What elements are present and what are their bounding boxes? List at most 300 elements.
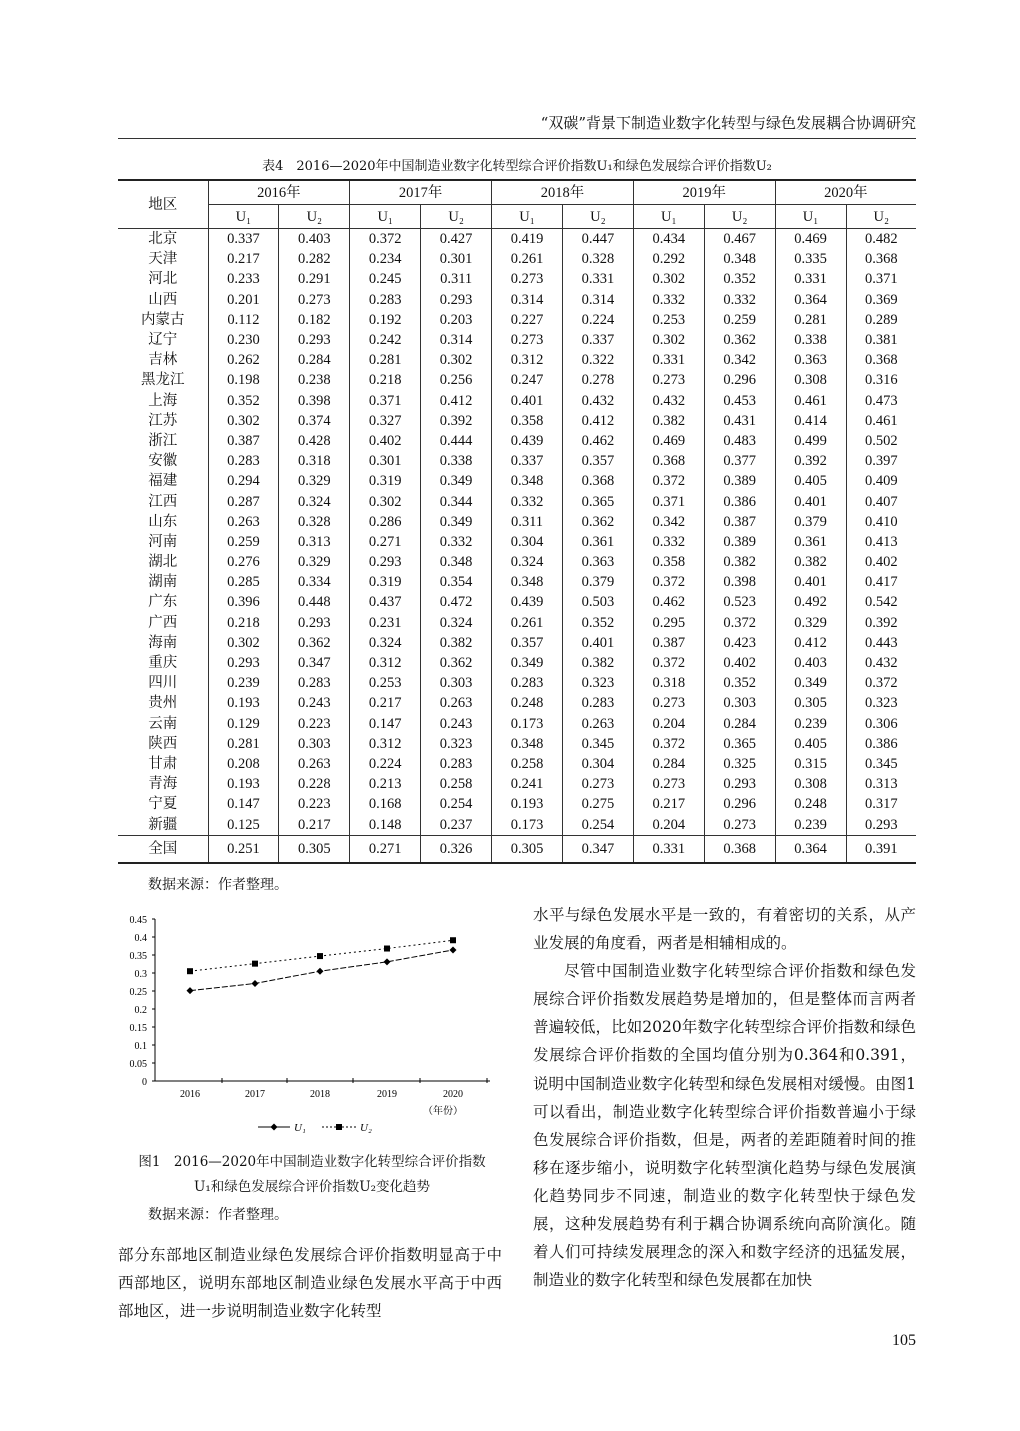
series-1-point <box>317 968 324 975</box>
table-cell: 0.317 <box>846 794 916 814</box>
table-cell: 0.371 <box>633 491 704 511</box>
y-tick-label: 0.25 <box>129 987 147 998</box>
table-cell: 0.462 <box>633 592 704 612</box>
table-cell: 0.296 <box>704 370 775 390</box>
table-cell: 0.293 <box>279 613 350 633</box>
x-tick-label: 2020 <box>443 1089 463 1100</box>
table-cell: 0.324 <box>421 613 492 633</box>
table-cell: 0.193 <box>208 774 279 794</box>
table-cell: 0.461 <box>775 391 846 411</box>
table-cell: 0.372 <box>633 471 704 491</box>
region-name: 青海 <box>148 776 178 793</box>
table-cell: 0.382 <box>775 552 846 572</box>
legend-marker-1 <box>271 1124 278 1131</box>
total-cell: 0.326 <box>421 835 492 863</box>
table-cell: 0.337 <box>562 330 633 350</box>
table-cell: 0.312 <box>350 653 421 673</box>
table-row-total <box>118 835 916 863</box>
table-cell: 0.371 <box>350 391 421 411</box>
region-name: 北京 <box>148 231 178 248</box>
table-cell: 0.382 <box>421 633 492 653</box>
table-cell: 0.259 <box>208 532 279 552</box>
table-cell: 0.308 <box>775 370 846 390</box>
table-cell: 0.398 <box>279 391 350 411</box>
table-cell: 0.407 <box>846 491 916 511</box>
u1-header: U₁ <box>633 205 704 229</box>
table-cell: 0.492 <box>775 592 846 612</box>
table-cell: 0.193 <box>492 794 563 814</box>
table-cell: 0.432 <box>562 391 633 411</box>
header-rule <box>118 138 916 139</box>
table-cell: 0.258 <box>492 754 563 774</box>
year-header: 2017年 <box>350 180 492 205</box>
table-cell: 0.283 <box>350 290 421 310</box>
table-cell: 0.273 <box>492 269 563 289</box>
table-cell: 0.281 <box>350 350 421 370</box>
table-row <box>118 310 916 330</box>
y-tick-label: 0.4 <box>134 933 147 944</box>
u2-header: U₂ <box>704 205 775 229</box>
table-cell: 0.332 <box>704 290 775 310</box>
table-cell: 0.201 <box>208 290 279 310</box>
y-tick-label: 0.3 <box>134 969 147 980</box>
table-cell: 0.377 <box>704 451 775 471</box>
table-row <box>118 431 916 451</box>
table-cell: 0.259 <box>704 310 775 330</box>
table-cell: 0.245 <box>350 269 421 289</box>
x-tick-label: 2016 <box>180 1089 200 1100</box>
region-name: 四川 <box>148 675 178 692</box>
right-column <box>533 901 916 1294</box>
table-cell: 0.362 <box>704 330 775 350</box>
table-cell: 0.419 <box>492 229 563 250</box>
table-cell: 0.218 <box>350 370 421 390</box>
table-cell: 0.306 <box>846 714 916 734</box>
table-cell: 0.348 <box>704 249 775 269</box>
table-cell: 0.303 <box>704 693 775 713</box>
legend-label-1: U₁ <box>294 1122 306 1134</box>
table-cell: 0.362 <box>421 653 492 673</box>
table-row <box>118 249 916 269</box>
table-cell: 0.423 <box>704 633 775 653</box>
year-header: 2018年 <box>492 180 634 205</box>
table-cell: 0.397 <box>846 451 916 471</box>
u1-header: U₁ <box>492 205 563 229</box>
table-cell: 0.372 <box>846 673 916 693</box>
table-cell: 0.434 <box>633 229 704 250</box>
table-cell: 0.331 <box>775 269 846 289</box>
table-cell: 0.281 <box>775 310 846 330</box>
region-name: 贵州 <box>148 695 178 712</box>
legend-label-2: U₂ <box>360 1122 372 1134</box>
table-cell: 0.369 <box>846 290 916 310</box>
table-cell: 0.332 <box>633 290 704 310</box>
table-cell: 0.293 <box>208 653 279 673</box>
table-cell: 0.469 <box>633 431 704 451</box>
table-row <box>118 673 916 693</box>
table-cell: 0.352 <box>704 269 775 289</box>
table-cell: 0.472 <box>421 592 492 612</box>
table-cell: 0.295 <box>633 613 704 633</box>
table-cell: 0.301 <box>350 451 421 471</box>
table-cell: 0.271 <box>350 532 421 552</box>
figure-caption-line2: U₁和绿色发展综合评价指数U₂变化趋势 <box>193 1179 431 1195</box>
table-cell: 0.302 <box>633 330 704 350</box>
table-cell: 0.331 <box>633 350 704 370</box>
table-cell: 0.502 <box>846 431 916 451</box>
table-cell: 0.332 <box>633 532 704 552</box>
table-cell: 0.304 <box>562 754 633 774</box>
table-cell: 0.372 <box>704 613 775 633</box>
table-cell: 0.503 <box>562 592 633 612</box>
table-row <box>118 350 916 370</box>
table-cell: 0.352 <box>562 613 633 633</box>
table-cell: 0.319 <box>350 471 421 491</box>
u2-header: U₂ <box>562 205 633 229</box>
table-cell: 0.402 <box>350 431 421 451</box>
table-cell: 0.412 <box>421 391 492 411</box>
table-cell: 0.273 <box>562 774 633 794</box>
table-cell: 0.253 <box>633 310 704 330</box>
table-source: 数据来源：作者整理。 <box>148 877 288 893</box>
table-cell: 0.462 <box>562 431 633 451</box>
running-header: “双碳”背景下制造业数字化转型与绿色发展耦合协调研究 <box>540 114 916 132</box>
table-cell: 0.338 <box>775 330 846 350</box>
region-name: 上海 <box>148 392 178 409</box>
region-name: 陕西 <box>148 735 178 752</box>
table-cell: 0.382 <box>562 653 633 673</box>
year-header: 2020年 <box>775 180 916 205</box>
region-name: 河南 <box>148 533 178 550</box>
table-cell: 0.147 <box>350 714 421 734</box>
table-cell: 0.328 <box>562 249 633 269</box>
table-cell: 0.387 <box>208 431 279 451</box>
table-cell: 0.282 <box>279 249 350 269</box>
table-cell: 0.227 <box>492 310 563 330</box>
table-cell: 0.311 <box>492 512 563 532</box>
table-cell: 0.439 <box>492 431 563 451</box>
table-cell: 0.213 <box>350 774 421 794</box>
table-cell: 0.349 <box>421 471 492 491</box>
table-cell: 0.412 <box>775 633 846 653</box>
table-cell: 0.253 <box>350 673 421 693</box>
table-cell: 0.348 <box>421 552 492 572</box>
table-cell: 0.362 <box>279 633 350 653</box>
year-header: 2016年 <box>208 180 350 205</box>
table-cell: 0.323 <box>846 693 916 713</box>
y-tick-label: 0.05 <box>129 1059 147 1070</box>
table-cell: 0.224 <box>562 310 633 330</box>
table-row <box>118 714 916 734</box>
table-cell: 0.348 <box>492 734 563 754</box>
table-cell: 0.328 <box>279 512 350 532</box>
series-1-point <box>450 946 457 953</box>
table-cell: 0.284 <box>633 754 704 774</box>
table-cell: 0.303 <box>279 734 350 754</box>
legend-marker-2 <box>336 1124 342 1130</box>
year-header: 2019年 <box>633 180 775 205</box>
table-cell: 0.523 <box>704 592 775 612</box>
table-row <box>118 471 916 491</box>
table-cell: 0.263 <box>421 693 492 713</box>
table-cell: 0.112 <box>208 310 279 330</box>
table-cell: 0.413 <box>846 532 916 552</box>
region-name: 云南 <box>148 715 178 732</box>
table-cell: 0.403 <box>279 229 350 250</box>
total-cell: 0.305 <box>279 835 350 863</box>
region-name: 内蒙古 <box>141 311 185 328</box>
table-cell: 0.315 <box>775 754 846 774</box>
table-cell: 0.329 <box>775 613 846 633</box>
table-cell: 0.314 <box>421 330 492 350</box>
region-name: 江西 <box>148 493 178 510</box>
table-cell: 0.401 <box>775 491 846 511</box>
table-cell: 0.283 <box>208 451 279 471</box>
series-1-point <box>187 987 194 994</box>
total-cell: 0.305 <box>492 835 563 863</box>
table-cell: 0.223 <box>279 714 350 734</box>
figure-caption <box>122 1150 502 1200</box>
table-cell: 0.361 <box>775 532 846 552</box>
table-cell: 0.349 <box>421 512 492 532</box>
right-paragraph-1: 水平与绿色发展水平是一致的，有着密切的关系，从产业发展的角度看，两者是相辅相成的。 <box>533 906 916 953</box>
table-cell: 0.256 <box>421 370 492 390</box>
table-cell: 0.372 <box>633 572 704 592</box>
table-cell: 0.337 <box>492 451 563 471</box>
table-cell: 0.469 <box>775 229 846 250</box>
table-cell: 0.286 <box>350 512 421 532</box>
table-cell: 0.402 <box>704 653 775 673</box>
table-cell: 0.329 <box>279 471 350 491</box>
table-cell: 0.303 <box>421 673 492 693</box>
table-cell: 0.293 <box>704 774 775 794</box>
table-row <box>118 532 916 552</box>
table-cell: 0.389 <box>704 532 775 552</box>
table-cell: 0.499 <box>775 431 846 451</box>
left-paragraph: 部分东部地区制造业绿色发展综合评价指数明显高于中西部地区，说明东部地区制造业绿色发展水平高于中西部地区，进一步说明制造业数字化转型 <box>118 1246 502 1321</box>
table-cell: 0.365 <box>704 734 775 754</box>
table-cell: 0.379 <box>775 512 846 532</box>
table-cell: 0.402 <box>846 552 916 572</box>
table-cell: 0.262 <box>208 350 279 370</box>
table-cell: 0.302 <box>208 633 279 653</box>
region-name: 河北 <box>148 271 178 288</box>
table-cell: 0.337 <box>208 229 279 250</box>
total-cell: 0.391 <box>846 835 916 863</box>
table-cell: 0.296 <box>704 794 775 814</box>
table-cell: 0.231 <box>350 613 421 633</box>
table-cell: 0.382 <box>704 552 775 572</box>
table-cell: 0.409 <box>846 471 916 491</box>
table-row <box>118 633 916 653</box>
table-cell: 0.311 <box>421 269 492 289</box>
table-cell: 0.358 <box>633 552 704 572</box>
region-name: 福建 <box>148 473 178 490</box>
y-tick-label: 0.45 <box>129 915 147 926</box>
table-cell: 0.182 <box>279 310 350 330</box>
table-cell: 0.453 <box>704 391 775 411</box>
table-cell: 0.254 <box>421 794 492 814</box>
table-cell: 0.352 <box>208 391 279 411</box>
table-cell: 0.283 <box>279 673 350 693</box>
table-cell: 0.313 <box>846 774 916 794</box>
y-tick-label: 0.35 <box>129 951 147 962</box>
table-cell: 0.239 <box>208 673 279 693</box>
table-cell: 0.283 <box>562 693 633 713</box>
series-2-point <box>450 937 456 943</box>
table-cell: 0.278 <box>562 370 633 390</box>
table-row <box>118 229 916 250</box>
table-cell: 0.301 <box>421 249 492 269</box>
table-cell: 0.403 <box>775 653 846 673</box>
table-row <box>118 391 916 411</box>
total-cell: 0.368 <box>704 835 775 863</box>
table-cell: 0.308 <box>775 774 846 794</box>
table-cell: 0.334 <box>279 572 350 592</box>
table-cell: 0.238 <box>279 370 350 390</box>
table-cell: 0.427 <box>421 229 492 250</box>
table-cell: 0.237 <box>421 814 492 835</box>
table-cell: 0.273 <box>279 290 350 310</box>
table-cell: 0.332 <box>421 532 492 552</box>
table-row <box>118 653 916 673</box>
table-cell: 0.147 <box>208 794 279 814</box>
table-cell: 0.223 <box>279 794 350 814</box>
table-cell: 0.372 <box>633 653 704 673</box>
table-cell: 0.349 <box>492 653 563 673</box>
table-cell: 0.379 <box>562 572 633 592</box>
table-cell: 0.368 <box>562 471 633 491</box>
region-name: 吉林 <box>148 352 178 369</box>
table-cell: 0.125 <box>208 814 279 835</box>
table-cell: 0.371 <box>846 269 916 289</box>
table-cell: 0.273 <box>704 814 775 835</box>
table-cell: 0.248 <box>775 794 846 814</box>
table-cell: 0.324 <box>492 552 563 572</box>
table-cell: 0.368 <box>633 451 704 471</box>
table-cell: 0.368 <box>846 350 916 370</box>
table-cell: 0.401 <box>562 633 633 653</box>
u1-header: U₁ <box>775 205 846 229</box>
x-tick-label: 2019 <box>377 1089 397 1100</box>
region-name: 重庆 <box>148 655 178 672</box>
table-cell: 0.338 <box>421 451 492 471</box>
table-cell: 0.283 <box>492 673 563 693</box>
table-cell: 0.312 <box>492 350 563 370</box>
table-cell: 0.439 <box>492 592 563 612</box>
table-cell: 0.247 <box>492 370 563 390</box>
table-cell: 0.386 <box>846 734 916 754</box>
u2-header: U₂ <box>421 205 492 229</box>
table-cell: 0.129 <box>208 714 279 734</box>
table-cell: 0.263 <box>279 754 350 774</box>
table-cell: 0.342 <box>633 512 704 532</box>
right-paragraph-2: 尽管中国制造业数字化转型综合评价指数和绿色发展综合评价指数发展趋势是增加的，但是整体而言两者普遍较低，比如2020年数字化转型综合评价指数和绿色发展综合评价指数的全国均值分别为0.364和0.391，说明中国制造业数字化转型和绿色发展相对缓慢。由图1可以看出，制造业数字化转型综合评价指数普遍小于绿色发展综合评价指数，但是，两者的差距随着时间的推移在逐步缩小，说明数字化转型演化趋势与绿色发展演化趋势同步不同速，制造业的数字化转型快于绿色发展，这种发展趋势有利于耦合协调系统向高阶演化。随着人们可持续发展理念的深入和数字经济的迅猛发展，制造业的数字化转型和绿色发展都在加快 <box>533 962 916 1290</box>
total-cell: 全国 <box>118 835 208 863</box>
table-cell: 0.168 <box>350 794 421 814</box>
region-name: 甘肃 <box>148 755 178 772</box>
table-row <box>118 330 916 350</box>
table-cell: 0.329 <box>279 552 350 572</box>
table-cell: 0.254 <box>562 814 633 835</box>
table-cell: 0.239 <box>775 814 846 835</box>
table-cell: 0.428 <box>279 431 350 451</box>
table-cell: 0.294 <box>208 471 279 491</box>
region-name: 广西 <box>148 614 178 631</box>
region-name: 辽宁 <box>148 332 178 349</box>
series-2-point <box>252 961 258 967</box>
table-cell: 0.314 <box>562 290 633 310</box>
table-cell: 0.322 <box>562 350 633 370</box>
table-cell: 0.276 <box>208 552 279 572</box>
table-cell: 0.302 <box>421 350 492 370</box>
table-cell: 0.461 <box>846 411 916 431</box>
table-row <box>118 754 916 774</box>
table-cell: 0.258 <box>421 774 492 794</box>
series-2-point <box>384 946 390 952</box>
table-cell: 0.234 <box>350 249 421 269</box>
table-cell: 0.332 <box>492 491 563 511</box>
region-header: 地区 <box>118 180 208 229</box>
region-name: 湖南 <box>148 574 178 591</box>
table-cell: 0.217 <box>208 249 279 269</box>
table-cell: 0.285 <box>208 572 279 592</box>
table-cell: 0.284 <box>704 714 775 734</box>
series-2-point <box>317 953 323 959</box>
y-tick-label: 0.1 <box>134 1041 147 1052</box>
table-cell: 0.345 <box>562 734 633 754</box>
region-name: 山东 <box>148 513 178 530</box>
region-name: 海南 <box>148 634 178 651</box>
table-cell: 0.324 <box>350 633 421 653</box>
table-cell: 0.344 <box>421 491 492 511</box>
table-cell: 0.273 <box>492 330 563 350</box>
table-cell: 0.364 <box>775 290 846 310</box>
u1-header: U₁ <box>350 205 421 229</box>
table-cell: 0.275 <box>562 794 633 814</box>
table-cell: 0.263 <box>562 714 633 734</box>
data-table <box>118 179 916 864</box>
table-cell: 0.432 <box>846 653 916 673</box>
page-number: 105 <box>892 1332 916 1349</box>
table-cell: 0.372 <box>350 229 421 250</box>
table-row <box>118 290 916 310</box>
y-tick-label: 0.15 <box>129 1023 147 1034</box>
table-cell: 0.283 <box>421 754 492 774</box>
table-row <box>118 512 916 532</box>
table-row <box>118 613 916 633</box>
line-chart <box>110 905 510 1135</box>
table-cell: 0.348 <box>492 572 563 592</box>
table-row <box>118 370 916 390</box>
table-cell: 0.381 <box>846 330 916 350</box>
total-cell: 0.251 <box>208 835 279 863</box>
table-row <box>118 794 916 814</box>
table-cell: 0.293 <box>846 814 916 835</box>
table-cell: 0.482 <box>846 229 916 250</box>
table-row <box>118 693 916 713</box>
table-cell: 0.302 <box>208 411 279 431</box>
table-cell: 0.374 <box>279 411 350 431</box>
table-cell: 0.392 <box>775 451 846 471</box>
table-cell: 0.358 <box>492 411 563 431</box>
table-cell: 0.224 <box>350 754 421 774</box>
table-cell: 0.233 <box>208 269 279 289</box>
table-cell: 0.318 <box>633 673 704 693</box>
table-cell: 0.239 <box>775 714 846 734</box>
series-1-point <box>252 980 259 987</box>
table-cell: 0.345 <box>846 754 916 774</box>
